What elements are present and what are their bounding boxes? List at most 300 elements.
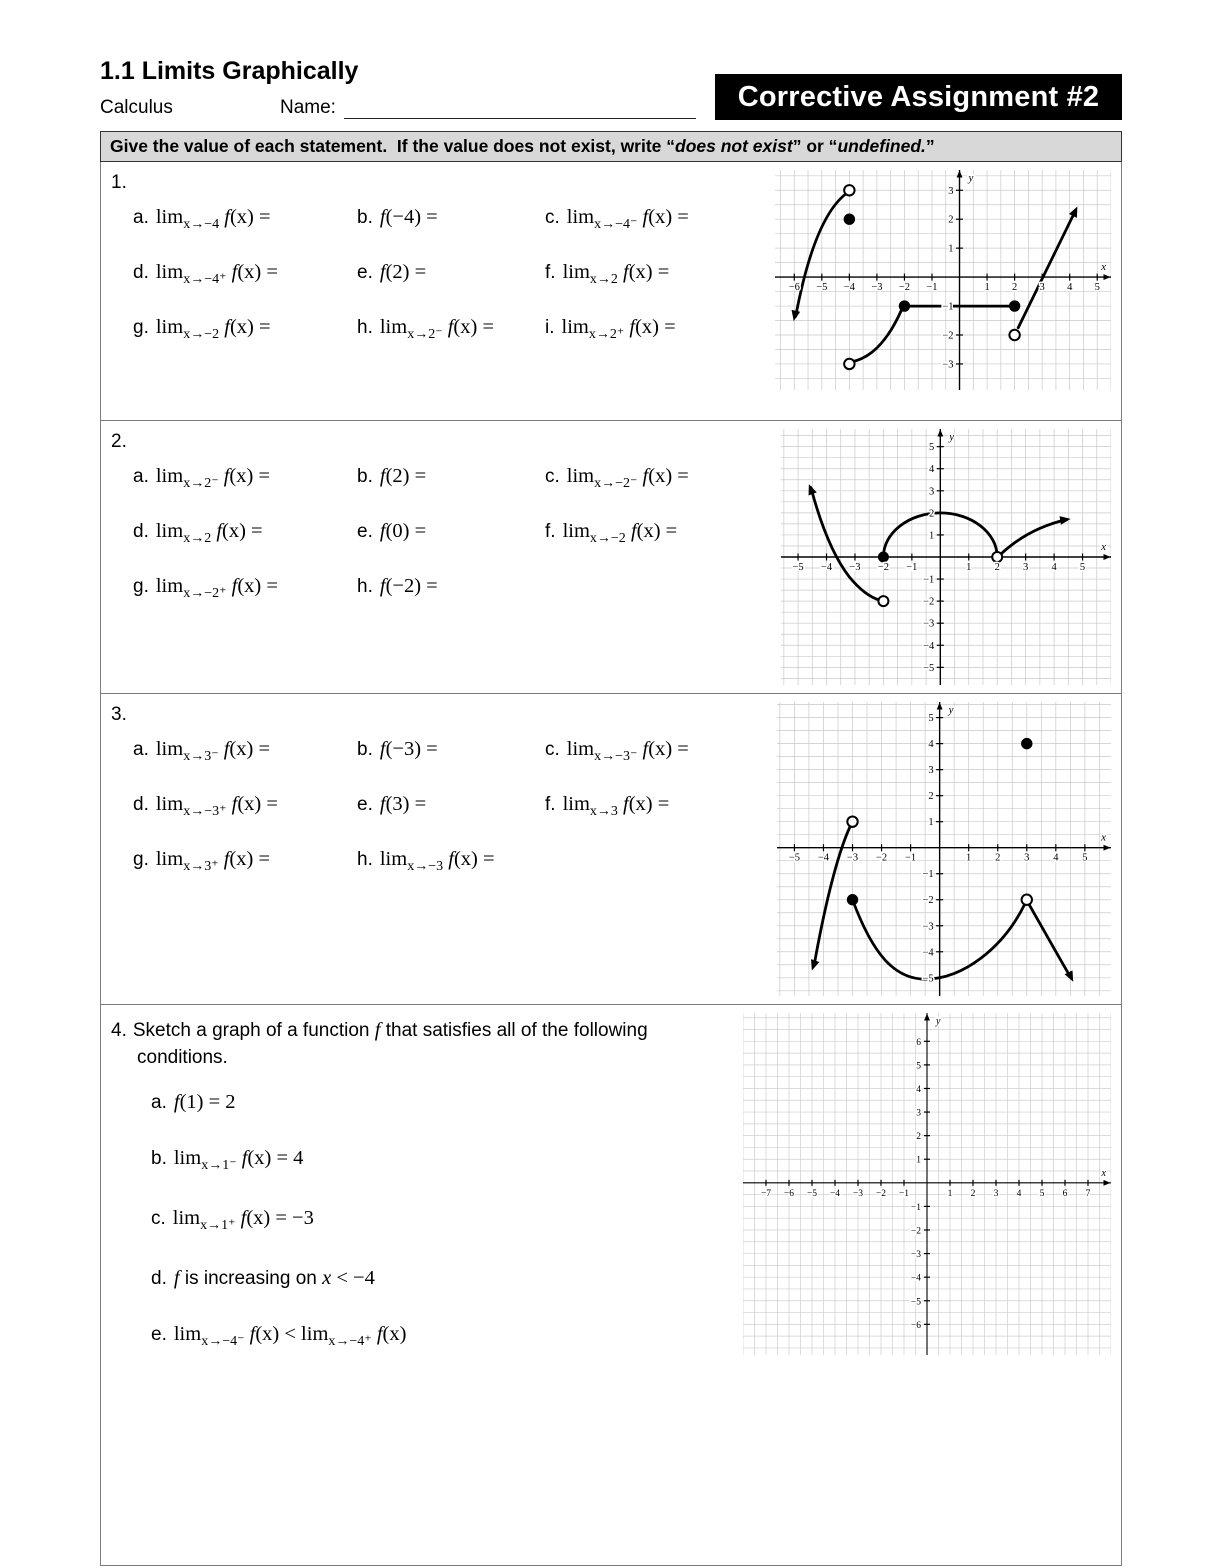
text-run: f	[173, 1267, 180, 1289]
function-curve	[1000, 520, 1067, 555]
problem-1-items	[133, 206, 775, 343]
tick-label: 1	[948, 243, 954, 255]
text-run: x→−2	[589, 531, 626, 546]
text-run: (x) =	[648, 206, 689, 228]
tick-label: −1	[926, 282, 938, 294]
text-run: f	[379, 206, 386, 228]
text-run: f	[379, 520, 386, 542]
arrowhead	[937, 703, 943, 710]
tick-label: −5	[792, 562, 804, 573]
function-curve	[811, 488, 880, 601]
text-run: f	[211, 520, 223, 542]
text-run: x→−2⁺	[183, 586, 227, 601]
text-run: x→2	[589, 272, 618, 287]
text-run: f	[443, 848, 454, 870]
tick-label: −4	[843, 282, 855, 294]
item-label: d.	[133, 262, 149, 283]
tick-label: −6	[788, 282, 800, 294]
text-run: x→1⁻	[201, 1158, 237, 1173]
function-curve	[1018, 211, 1075, 328]
text-run: lim	[566, 206, 595, 228]
text-run: f	[624, 316, 636, 338]
problem-3	[101, 693, 1121, 1004]
text-run: lim	[172, 1207, 201, 1229]
tick-label: −7	[760, 1188, 772, 1199]
text-run: Sketch a graph of a function	[132, 1020, 375, 1041]
text-run: f	[617, 261, 629, 283]
item-e	[357, 793, 545, 816]
tick-label: 5	[1094, 282, 1100, 294]
item-c	[151, 1207, 743, 1234]
arrowhead	[1104, 1180, 1111, 1186]
item-label: h.	[357, 576, 373, 597]
text-run: lim	[566, 465, 595, 487]
problem-1-graph-area	[775, 168, 1111, 412]
text-run: (3) =	[385, 793, 427, 815]
item-label: f.	[545, 794, 556, 815]
tick-label: −1	[942, 301, 954, 313]
text-run: f	[218, 738, 230, 760]
text-run: (x) =	[453, 848, 495, 870]
tick-label: −5	[922, 973, 934, 985]
tick-label: 3	[1024, 852, 1030, 864]
text-run: (x) = −3	[246, 1207, 314, 1229]
tick-label: 3	[929, 486, 935, 498]
tick-label: −2	[875, 852, 888, 864]
tick-label: 2	[916, 1132, 921, 1143]
problem-2-items	[133, 465, 781, 602]
text-run: x→−2⁻	[594, 476, 638, 491]
tick-label: 4	[1067, 282, 1073, 294]
course-label: Calculus	[100, 97, 173, 118]
item-label: f.	[545, 521, 556, 542]
problem-2-number: 2.	[111, 431, 127, 452]
item-label: c.	[545, 207, 560, 228]
tick-label: −6	[783, 1188, 795, 1199]
text-run: lim	[155, 848, 184, 870]
item-label: b.	[151, 1148, 167, 1169]
text-run: f	[379, 575, 386, 597]
problem-3-text	[109, 700, 777, 996]
item-a	[133, 465, 357, 492]
text-run: undefined.	[837, 136, 926, 156]
item-c	[545, 465, 781, 492]
tick-label: −2	[898, 282, 911, 294]
item-label: a.	[133, 207, 149, 228]
tick-label: −2	[910, 1226, 921, 1237]
text-run: (x) =	[648, 738, 689, 760]
tick-label: −3	[910, 1250, 921, 1261]
text-run: x→3	[589, 804, 618, 819]
text-run: f	[219, 206, 230, 228]
problem-4-number: 4.	[111, 1020, 127, 1041]
problem-1-graph	[775, 170, 1111, 390]
axis-label: x	[1101, 1167, 1106, 1179]
problem-4-intro	[133, 1020, 648, 1068]
instruction-bar	[100, 131, 1122, 162]
problem-1-number: 1.	[111, 172, 127, 193]
function-curve	[814, 826, 850, 965]
text-run: (x) =	[237, 793, 278, 815]
tick-label: −3	[852, 1188, 864, 1199]
tick-label: 2	[970, 1188, 976, 1199]
text-run: (x) = 4	[247, 1147, 304, 1169]
item-c	[545, 206, 775, 233]
item-h	[357, 575, 545, 598]
arrowhead	[1104, 845, 1111, 851]
item-a	[133, 206, 357, 233]
tick-label: 1	[966, 852, 972, 864]
tick-label: −2	[923, 596, 935, 608]
tick-label: 4	[1053, 852, 1059, 864]
tick-label: 1	[947, 1188, 953, 1199]
text-run: (x)	[382, 1323, 407, 1345]
text-run: x→3⁻	[183, 749, 219, 764]
closed-point	[1022, 738, 1032, 748]
function-curve	[796, 194, 846, 317]
problem-2-graph	[781, 429, 1111, 685]
item-label: b.	[357, 207, 373, 228]
arrowhead	[1060, 516, 1071, 525]
text-run: f	[374, 1019, 381, 1041]
text-run: (x) =	[229, 848, 271, 870]
arrowhead	[957, 171, 963, 178]
tick-label: 1	[928, 817, 934, 829]
tick-label: −3	[923, 618, 935, 630]
text-run: (−4) =	[385, 206, 438, 228]
text-run: (x) =	[229, 316, 271, 338]
open-point	[847, 816, 857, 826]
arrowhead	[924, 1014, 930, 1021]
tick-label: 4	[1016, 1188, 1022, 1199]
tick-label: 4	[916, 1084, 921, 1095]
text-run: x→2⁻	[407, 327, 443, 342]
tick-label: −1	[906, 562, 918, 573]
tick-label: −1	[922, 869, 934, 881]
text-run: (x) =	[229, 465, 271, 487]
text-run: (x) =	[628, 793, 670, 815]
item-b	[357, 738, 545, 761]
tick-label: 5	[916, 1061, 921, 1072]
text-run: Give the value of each statement. If the value does not exist, write “	[110, 136, 676, 156]
closed-point	[878, 552, 888, 562]
tick-label: 1	[966, 562, 972, 573]
tick-label: −2	[877, 562, 889, 573]
tick-label: 4	[928, 739, 934, 751]
axis-label: y	[948, 704, 954, 716]
item-label: c.	[151, 1208, 166, 1229]
tick-label: −4	[817, 852, 830, 864]
item-label: a.	[133, 739, 149, 760]
tick-label: −2	[875, 1188, 887, 1199]
tick-label: 5	[1082, 852, 1088, 864]
text-run: x→−4⁻	[201, 1334, 245, 1349]
tick-label: 2	[929, 508, 935, 520]
item-label: e.	[357, 794, 373, 815]
text-run: f	[379, 261, 386, 283]
tick-label: −4	[829, 1188, 841, 1199]
item-a	[151, 1091, 743, 1114]
text-run: lim	[562, 793, 590, 815]
open-point	[878, 596, 888, 606]
tick-label: 6	[1062, 1188, 1068, 1199]
tick-label: −5	[788, 852, 801, 864]
assignment-banner: Corrective Assignment #2	[715, 74, 1122, 120]
problem-1	[101, 162, 1121, 420]
problem-4-items	[151, 1091, 743, 1350]
text-run: x→2⁻	[183, 476, 219, 491]
page-title: 1.1 Limits Graphically	[100, 57, 359, 85]
text-run: lim	[562, 261, 590, 283]
text-run: lim	[155, 465, 184, 487]
name-blank[interactable]	[344, 99, 696, 119]
axis-label: x	[1101, 541, 1106, 553]
item-e	[357, 261, 545, 284]
text-run: f	[379, 738, 386, 760]
text-run: f	[637, 738, 649, 760]
tick-label: −4	[820, 562, 833, 573]
tick-label: −5	[806, 1188, 818, 1199]
item-f	[545, 793, 777, 820]
tick-label: 3	[916, 1108, 921, 1119]
text-run: lim	[561, 316, 589, 338]
open-point	[1022, 895, 1032, 905]
text-run: (−2) =	[385, 575, 438, 597]
axis-label: x	[1101, 261, 1106, 274]
function-curve	[851, 306, 1014, 362]
item-label: f.	[545, 262, 556, 283]
item-label: h.	[357, 317, 373, 338]
header	[100, 56, 1122, 119]
item-label: b.	[357, 739, 373, 760]
closed-point	[844, 214, 854, 224]
item-e	[151, 1323, 743, 1350]
open-point	[844, 185, 854, 195]
problem-4	[101, 1004, 1121, 1565]
tick-label: −1	[923, 574, 935, 586]
item-label: h.	[357, 849, 373, 870]
text-run: x→−2	[183, 327, 220, 342]
text-run: is increasing on	[179, 1268, 323, 1289]
item-g	[133, 316, 357, 343]
text-run: f	[226, 575, 238, 597]
text-run: does not exist	[675, 136, 793, 156]
item-label: c.	[545, 739, 560, 760]
text-run: (x) =	[453, 316, 495, 338]
text-run: lim	[173, 1323, 202, 1345]
text-run: f	[236, 1147, 248, 1169]
text-run: lim	[379, 848, 408, 870]
problem-3-graph-area	[777, 700, 1111, 996]
text-run: f	[235, 1207, 247, 1229]
text-run: x→3⁺	[183, 859, 219, 874]
arrowhead	[809, 484, 817, 495]
text-run: x→2	[183, 531, 212, 546]
text-run: (x) =	[222, 520, 263, 542]
item-b	[151, 1147, 743, 1174]
tick-label: 5	[928, 713, 934, 725]
item-label: a.	[151, 1092, 167, 1113]
problem-2	[101, 420, 1121, 693]
item-label: e.	[357, 521, 373, 542]
text-run: lim	[155, 793, 184, 815]
tick-label: 3	[928, 765, 934, 777]
item-label: i.	[545, 317, 555, 338]
problem-2-text	[109, 427, 781, 685]
item-label: a.	[133, 466, 149, 487]
tick-label: −4	[910, 1273, 921, 1284]
tick-label: 2	[928, 791, 934, 803]
text-run: x→−3⁻	[594, 749, 638, 764]
text-run: (x) =	[635, 316, 676, 338]
tick-label: 2	[995, 852, 1001, 864]
text-run: x→−3	[407, 859, 444, 874]
text-run: ”	[925, 136, 935, 156]
text-run: f	[219, 316, 230, 338]
text-run: x→−3⁺	[183, 804, 227, 819]
item-b	[357, 206, 545, 229]
worksheet-body	[100, 162, 1122, 1566]
text-run: (2) =	[385, 465, 427, 487]
tick-label: 2	[1011, 282, 1018, 294]
text-run: (x) =	[628, 261, 670, 283]
tick-label: −4	[922, 947, 934, 959]
tick-label: −3	[922, 921, 934, 933]
tick-label: 3	[993, 1188, 999, 1199]
problem-4-prompt	[111, 1017, 671, 1071]
tick-label: −2	[942, 330, 954, 342]
text-run: lim	[173, 1147, 202, 1169]
tick-label: 4	[929, 464, 935, 476]
arrowhead	[1104, 554, 1111, 560]
tick-label: 2	[948, 214, 954, 226]
text-run: x→−4⁺	[183, 272, 227, 287]
tick-label: −3	[942, 359, 954, 371]
item-f	[545, 520, 781, 547]
text-run: ” or “	[792, 136, 838, 156]
text-run: (2) =	[385, 261, 427, 283]
function-curve	[1029, 904, 1071, 978]
item-b	[357, 465, 545, 488]
tick-label: 6	[916, 1037, 921, 1048]
text-run: lim	[155, 316, 184, 338]
text-run: f	[218, 465, 230, 487]
tick-label: 1	[916, 1155, 921, 1166]
tick-label: −1	[898, 1188, 910, 1199]
item-label: d.	[151, 1268, 167, 1289]
text-run: f	[371, 1323, 383, 1345]
item-f	[545, 261, 775, 288]
tick-label: −1	[910, 1202, 921, 1213]
item-label: g.	[133, 317, 149, 338]
text-run: f	[637, 465, 649, 487]
tick-label: −5	[910, 1297, 921, 1308]
item-label: g.	[133, 849, 149, 870]
problem-3-number: 3.	[111, 704, 127, 725]
tick-label: 3	[1039, 282, 1045, 294]
text-run: (x) =	[237, 575, 278, 597]
open-point	[992, 552, 1002, 562]
axis-label: y	[949, 431, 955, 443]
open-point	[1009, 330, 1019, 340]
item-label: b.	[357, 466, 373, 487]
problem-1-text	[109, 168, 775, 412]
text-run: f	[617, 793, 629, 815]
closed-point	[1009, 301, 1019, 311]
text-run: x→−4⁺	[328, 1334, 372, 1349]
item-label: g.	[133, 576, 149, 597]
text-run: x→−4	[183, 217, 220, 232]
problem-4-graph	[743, 1013, 1111, 1355]
tick-label: 4	[1051, 562, 1057, 573]
text-run: (x) <	[255, 1323, 302, 1345]
text-run: < −4	[331, 1267, 375, 1289]
text-run: lim	[562, 520, 590, 542]
name-label: Name:	[280, 97, 336, 118]
text-run: f	[173, 1091, 180, 1113]
item-label: e.	[151, 1324, 167, 1345]
axis-label: x	[1101, 831, 1106, 844]
text-run: x→1⁺	[200, 1218, 236, 1233]
text-run: x→2⁺	[588, 327, 625, 342]
arrowhead	[1104, 274, 1111, 280]
text-run: (0) =	[385, 520, 427, 542]
text-run: that satisfies all of the following conditions.	[137, 1020, 648, 1068]
tick-label: −3	[849, 562, 861, 573]
closed-point	[847, 895, 857, 905]
item-d	[133, 520, 357, 547]
text-run: x	[322, 1267, 332, 1289]
item-label: e.	[357, 262, 373, 283]
axis-label: y	[968, 172, 974, 184]
item-d	[133, 793, 357, 820]
text-run: (x) =	[229, 738, 271, 760]
text-run: lim	[155, 575, 184, 597]
text-run: f	[379, 465, 386, 487]
text-run: lim	[566, 738, 595, 760]
item-g	[133, 848, 357, 875]
text-run: f	[244, 1323, 256, 1345]
tick-label: −1	[905, 852, 917, 864]
text-run: lim	[379, 316, 408, 338]
problem-3-graph	[777, 702, 1111, 996]
text-run: lim	[155, 520, 184, 542]
text-run: f	[218, 848, 230, 870]
item-i	[545, 316, 775, 343]
text-run: f	[442, 316, 454, 338]
tick-label: 7	[1085, 1188, 1091, 1199]
function-curve	[853, 900, 1026, 979]
text-run: lim	[155, 738, 184, 760]
item-g	[133, 575, 357, 602]
text-run: (1) = 2	[179, 1091, 236, 1113]
arrowhead	[937, 430, 943, 437]
text-run: lim	[155, 206, 184, 228]
item-h	[357, 316, 545, 343]
item-d	[133, 261, 357, 288]
closed-point	[899, 301, 909, 311]
tick-label: −4	[923, 640, 935, 652]
item-d	[151, 1267, 743, 1290]
text-run: f	[379, 793, 386, 815]
text-run: (x) =	[237, 261, 278, 283]
tick-label: 2	[994, 562, 1000, 573]
tick-label: −6	[910, 1320, 921, 1331]
text-run: f	[226, 793, 238, 815]
item-c	[545, 738, 777, 765]
tick-label: 5	[929, 442, 935, 454]
problem-3-items	[133, 738, 777, 875]
